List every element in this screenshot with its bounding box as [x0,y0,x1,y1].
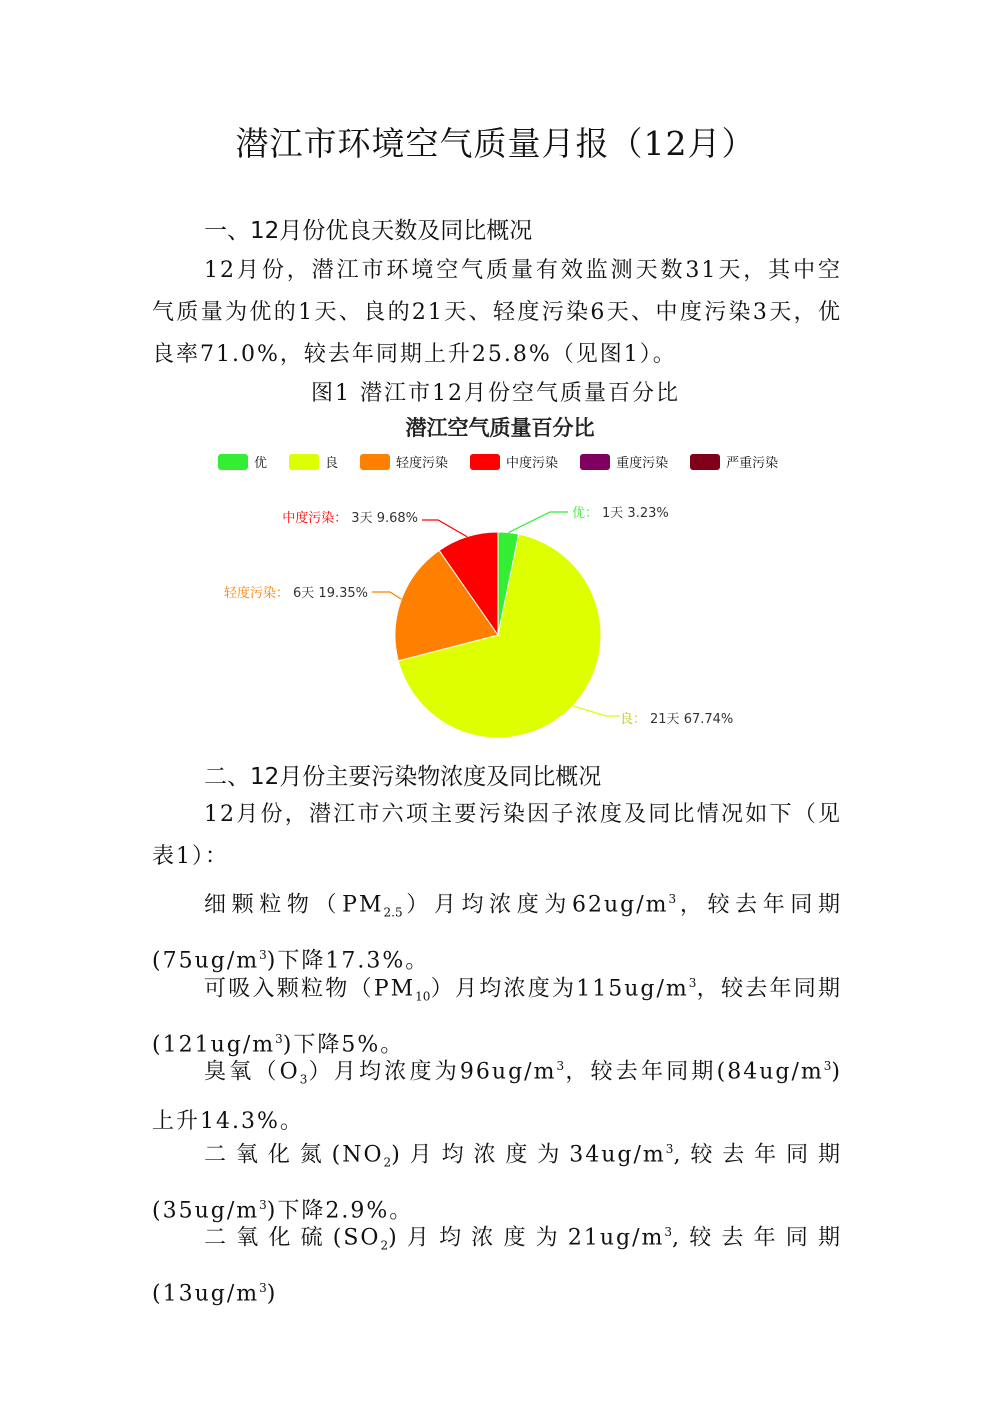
subscript: 10 [415,989,431,1004]
text: )上升14.3%。 [152,1059,842,1134]
data-label: 轻度污染： 6天 19.35% [224,586,368,601]
text: 二氧化硫(SO [204,1225,381,1251]
superscript: 3 [259,1280,267,1295]
text: )月均浓度为21ug/m [388,1225,665,1251]
legend-label: 严重污染 [726,456,779,471]
subscript: 2 [380,1238,389,1253]
legend-label: 良 [325,456,339,471]
superscript: 3 [668,892,677,906]
section1-paragraph: 12月份，潜江市环境空气质量有效监测天数31天，其中空气质量为优的1天、良的21天、轻度污染6天、中度污染3天，优良率71.0%，较去年同期上升25.8%（见图1）。 [152,258,842,367]
text: ,较去年同期(35ug/m [152,1142,843,1224]
label-leader-line [372,592,401,599]
page-title: 潜江市环境空气质量月报（12月） [235,124,756,163]
text: 细颗粒物（PM [204,892,384,918]
subscript: 2.5 [383,905,403,920]
subscript: 2 [383,1155,392,1170]
superscript: 3 [665,1142,674,1156]
text: )下降17.3%。 [266,948,430,974]
text: )下降5%。 [282,1032,405,1058]
label-leader-line [422,520,467,537]
label-leader-line [573,706,620,716]
subscript: 3 [299,1072,308,1087]
text: ,较去年同期(13ug/m [152,1225,842,1307]
superscript: 3 [556,1059,565,1073]
text: 臭氧（O [204,1059,300,1085]
text: ，较去年同期(75ug/m [152,892,842,974]
legend-label: 优 [254,456,268,471]
superscript: 3 [259,947,267,962]
section2-paragraph: 12月份，潜江市六项主要污染因子浓度及同比情况如下（见表1）： [152,802,842,869]
text: 二氧化氮(NO [204,1142,384,1168]
text: ，较去年同期(84ug/m [564,1059,824,1085]
superscript: 3 [823,1059,832,1073]
label-leader-line [508,512,568,533]
text: ) [266,1281,278,1307]
figure-caption: 图1 潜江市12月份空气质量百分比 [311,381,680,406]
text: )月均浓度为34ug/m [391,1142,666,1168]
superscript: 3 [275,1031,283,1046]
section2-heading: 二、12月份主要污染物浓度及同比概况 [204,764,602,790]
superscript: 3 [259,1197,267,1212]
text: )下降2.9%。 [266,1198,414,1224]
text: ）月均浓度为115ug/m [430,976,689,1002]
legend-label: 中度污染 [506,456,559,471]
pie-chart [190,408,810,748]
pie-svg [190,408,810,748]
text: 可吸入颗粒物（PM [204,976,416,1002]
superscript: 3 [688,976,697,990]
text: ）月均浓度为62ug/m [402,892,669,918]
section1-heading: 一、12月份优良天数及同比概况 [204,218,533,244]
data-label: 中度污染： 3天 9.68% [282,511,418,526]
data-label: 优： 1天 3.23% [572,506,669,521]
text: ）月均浓度为96ug/m [307,1059,557,1085]
data-label: 良： 21天 67.74% [620,712,734,727]
so2-paragraph [152,1211,842,1315]
legend-label: 重度污染 [616,456,669,471]
legend-label: 轻度污染 [396,456,449,471]
text: ，较去年同期(121ug/m [152,976,842,1058]
chart-title: 潜江空气质量百分比 [405,416,595,440]
superscript: 3 [664,1225,673,1239]
